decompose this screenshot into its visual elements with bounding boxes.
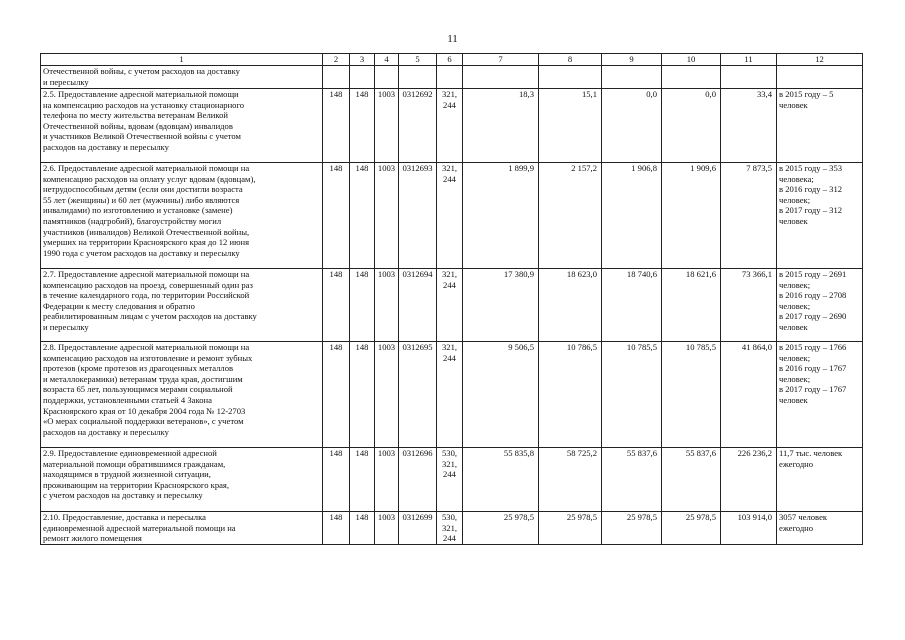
table-row (41, 448, 863, 512)
code-cell: 148 (323, 89, 350, 163)
total-cell: 73 366,1 (721, 269, 777, 342)
item-description: 2.6. Предоставление адресной материальной помощи на компенсацию расходов на оплату услуг вдовам (вдовцам), нетрудоспособным детям (если они достигли возраста 55 лет (женщины) и 60 лет (мужчины) либо являются инвалидами) по изготовлению и установке (замене) памятников (надгробий), благоустройству могил участников (инвалидов) Великой Отечественной войны, умерших на территории Красноярского края до 12 июня 1990 года с учетом расходов на доставку и пересылку (41, 163, 323, 269)
code-cell: 530, 321, 244 (437, 448, 463, 512)
total-cell: 103 914,0 (721, 512, 777, 545)
code-cell: 0312693 (399, 163, 437, 269)
column-header: 9 (602, 54, 662, 66)
amount-cell: 18,3 (463, 89, 539, 163)
item-description: 2.10. Предоставление, доставка и пересылка единовременной адресной материальной помощи на ремонт жилого помещения (41, 512, 323, 545)
amount-cell: 55 835,8 (463, 448, 539, 512)
code-cell: 0312692 (399, 89, 437, 163)
amount-cell: 10 785,5 (662, 342, 721, 448)
amount-cell: 1 906,8 (602, 163, 662, 269)
table-row (41, 512, 863, 545)
column-header: 11 (721, 54, 777, 66)
amount-cell: 25 978,5 (602, 512, 662, 545)
amount-cell: 17 380,9 (463, 269, 539, 342)
column-header: 5 (399, 54, 437, 66)
code-cell: 148 (350, 342, 375, 448)
result-note: в 2015 году – 2691 человек; в 2016 году – 2708 человек; в 2017 году – 2690 человек (777, 269, 863, 342)
result-note: в 2015 году – 5 человек (777, 89, 863, 163)
code-cell: 321, 244 (437, 342, 463, 448)
amount-cell: 25 978,5 (539, 512, 602, 545)
header-row (41, 54, 863, 66)
item-description: Отечественной войны, с учетом расходов на доставку и пересылку (41, 66, 323, 89)
code-cell (437, 66, 463, 89)
amount-cell: 25 978,5 (463, 512, 539, 545)
code-cell: 530, 321, 244 (437, 512, 463, 545)
amount-cell: 0,0 (662, 89, 721, 163)
amount-cell: 58 725,2 (539, 448, 602, 512)
column-header: 10 (662, 54, 721, 66)
column-header: 7 (463, 54, 539, 66)
code-cell (399, 66, 437, 89)
column-header: 6 (437, 54, 463, 66)
amount-cell: 25 978,5 (662, 512, 721, 545)
total-cell: 7 873,5 (721, 163, 777, 269)
total-cell: 41 864,0 (721, 342, 777, 448)
code-cell (350, 66, 375, 89)
table-row (41, 269, 863, 342)
code-cell: 148 (323, 163, 350, 269)
code-cell: 321, 244 (437, 269, 463, 342)
code-cell: 148 (323, 512, 350, 545)
amount-cell (539, 66, 602, 89)
code-cell: 0312695 (399, 342, 437, 448)
amount-cell: 18 740,6 (602, 269, 662, 342)
page-number: 11 (447, 33, 458, 45)
column-header: 3 (350, 54, 375, 66)
code-cell: 148 (350, 269, 375, 342)
total-cell: 226 236,2 (721, 448, 777, 512)
code-cell: 148 (350, 163, 375, 269)
result-note (777, 66, 863, 89)
amount-cell: 9 506,5 (463, 342, 539, 448)
code-cell: 1003 (375, 512, 399, 545)
code-cell: 148 (350, 512, 375, 545)
code-cell: 1003 (375, 269, 399, 342)
column-header: 12 (777, 54, 863, 66)
code-cell: 0312696 (399, 448, 437, 512)
code-cell: 1003 (375, 448, 399, 512)
total-cell (721, 66, 777, 89)
result-note: в 2015 году – 353 человека; в 2016 году – 312 человек; в 2017 году – 312 человек (777, 163, 863, 269)
result-note: 11,7 тыс. человек ежегодно (777, 448, 863, 512)
table-row (41, 89, 863, 163)
table-row (41, 66, 863, 89)
code-cell: 1003 (375, 163, 399, 269)
code-cell: 321, 244 (437, 89, 463, 163)
result-note: 3057 человек ежегодно (777, 512, 863, 545)
code-cell (375, 66, 399, 89)
column-header: 8 (539, 54, 602, 66)
amount-cell: 18 621,6 (662, 269, 721, 342)
code-cell: 1003 (375, 342, 399, 448)
column-header: 1 (41, 54, 323, 66)
amount-cell: 55 837,6 (602, 448, 662, 512)
table-row (41, 163, 863, 269)
amount-cell: 15,1 (539, 89, 602, 163)
amount-cell: 2 157,2 (539, 163, 602, 269)
budget-table (40, 53, 863, 545)
amount-cell: 18 623,0 (539, 269, 602, 342)
amount-cell: 1 899,9 (463, 163, 539, 269)
code-cell: 148 (323, 342, 350, 448)
item-description: 2.9. Предоставление единовременной адресной материальной помощи обратившимся гражданам, находящимся в трудной жизненной ситуации, проживающим на территории Красноярского края, с учетом расходов на доставку и пересылку (41, 448, 323, 512)
code-cell: 148 (323, 448, 350, 512)
amount-cell: 55 837,6 (662, 448, 721, 512)
amount-cell (463, 66, 539, 89)
code-cell (323, 66, 350, 89)
amount-cell: 1 909,6 (662, 163, 721, 269)
code-cell: 0312699 (399, 512, 437, 545)
code-cell: 148 (323, 269, 350, 342)
code-cell: 0312694 (399, 269, 437, 342)
table-row (41, 342, 863, 448)
total-cell: 33,4 (721, 89, 777, 163)
code-cell: 148 (350, 448, 375, 512)
item-description: 2.5. Предоставление адресной материальной помощи на компенсацию расходов на установку стационарного телефона по месту жительства ветеранам Великой Отечественной войны, вдовам (вдовцам) инвалидов и участников Великой Отечественной войны с учетом расходов на доставку и пересылку (41, 89, 323, 163)
code-cell: 148 (350, 89, 375, 163)
amount-cell: 10 785,5 (602, 342, 662, 448)
amount-cell: 0,0 (602, 89, 662, 163)
amount-cell: 10 786,5 (539, 342, 602, 448)
column-header: 2 (323, 54, 350, 66)
code-cell: 321, 244 (437, 163, 463, 269)
code-cell: 1003 (375, 89, 399, 163)
result-note: в 2015 году – 1766 человек; в 2016 году – 1767 человек; в 2017 году – 1767 человек (777, 342, 863, 448)
item-description: 2.8. Предоставление адресной материальной помощи на компенсацию расходов на изготовление и ремонт зубных протезов (кроме протезов из драгоценных металлов и металлокерамики) ветеранам труда края, достигшим возраста 65 лет, пользующимся мерами социальной поддержки, установленными статьей 4 Закона Красноярского края от 10 декабря 2004 года № 12-2703 «О мерах социальной поддержки ветеранов», с учетом расходов на доставку и пересылку (41, 342, 323, 448)
item-description: 2.7. Предоставление адресной материальной помощи на компенсацию расходов на проезд, совершенный один раз в течение календарного года, по территории Российской Федерации к месту следования и обратно реабилитированным лицам с учетом расходов на доставку и пересылку (41, 269, 323, 342)
amount-cell (602, 66, 662, 89)
amount-cell (662, 66, 721, 89)
column-header: 4 (375, 54, 399, 66)
